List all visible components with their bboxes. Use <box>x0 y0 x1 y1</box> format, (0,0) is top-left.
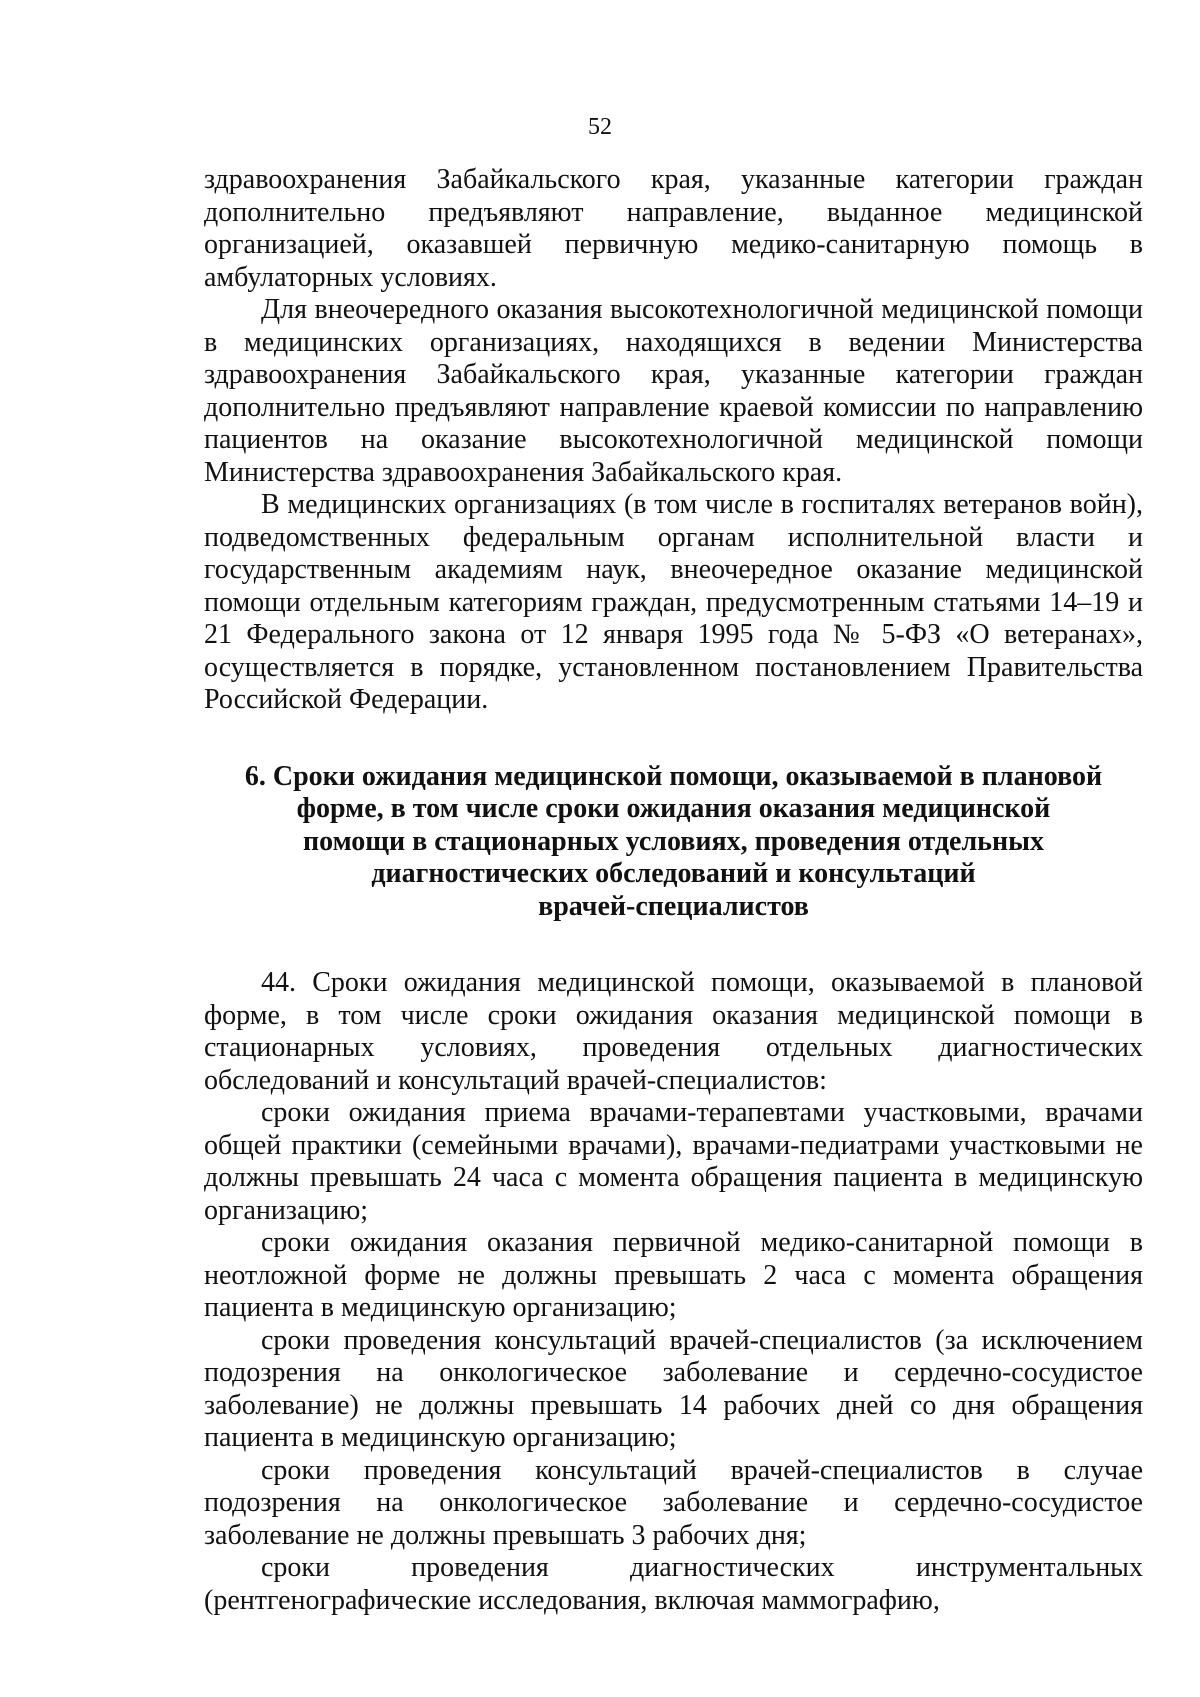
paragraph-oncology-consult-wait: сроки проведения консультаций врачей-специалистов в случае подозрения на онкологическое заболевание и сердечно-сосудистое заболевание не должны превышать 3 рабочих дня; <box>204 1454 1143 1551</box>
document-body <box>204 164 1143 1617</box>
section-heading-line: помощи в стационарных условиях, проведения отдельных <box>303 825 1044 857</box>
section-heading-line: 6. Сроки ожидания медицинской помощи, оказываемой в плановой <box>244 760 1103 792</box>
paragraph-specialist-consult-wait: сроки проведения консультаций врачей-специалистов (за исключением подозрения на онкологическое заболевание и сердечно-сосудистое заболевание) не должны превышать 14 рабочих дней со дня обращения пациента в медицинскую организацию; <box>204 1324 1143 1453</box>
section-heading <box>204 761 1143 924</box>
paragraph-continuation: здравоохранения Забайкальского края, указанные категории граждан дополнительно предъявляют направление, выданное медицинской организацией, оказавшей первичную медико-санитарную помощь в амбулаторных условиях. <box>204 164 1143 293</box>
section-heading-line: врачей-специалистов <box>538 890 809 922</box>
section-heading-line: диагностических обследований и консультаций <box>371 858 976 889</box>
paragraph-high-tech-care: Для внеочередного оказания высокотехнологичной медицинской помощи в медицинских организациях, находящихся в ведении Министерства здравоохранения Забайкальского края, указанные категории граждан дополнительно предъявляют направление краевой комиссии по направлению пациентов на оказание высокотехнологичной медицинской помощи Министерства здравоохранения Забайкальского края. <box>204 294 1143 488</box>
paragraph-44-intro: 44. Сроки ожидания медицинской помощи, оказываемой в плановой форме, в том числе сроки ожидания оказания медицинской помощи в стационарных условиях, проведения отдельных диагностических обследований и консультаций врачей-специалистов: <box>204 967 1143 1096</box>
page-number: 52 <box>588 114 612 140</box>
paragraph-diagnostics-wait: сроки проведения диагностических инструментальных (рентгенографические исследования, включая маммографию, <box>204 1552 1143 1616</box>
paragraph-urgent-care-wait: сроки ожидания оказания первичной медико-санитарной помощи в неотложной форме не должны превышать 2 часа с момента обращения пациента в медицинскую организацию; <box>204 1227 1143 1323</box>
paragraph-therapist-wait: сроки ожидания приема врачами-терапевтами участковыми, врачами общей практики (семейными врачами), врачами-педиатрами участковыми не должны превышать 24 часа с момента обращения пациента в медицинскую организацию; <box>204 1097 1143 1226</box>
paragraph-federal-organizations: В медицинских организациях (в том числе в госпиталях ветеранов войн), подведомственных федеральным органам исполнительной власти и государственным академиям наук, внеочередное оказание медицинской помощи отдельным категориям граждан, предусмотренным статьями 14–19 и 21 Федерального закона от 12 января 1995 года № 5-ФЗ «О ветеранах», осуществляется в порядке, установленном постановлением Правительства Российской Федерации. <box>204 489 1143 715</box>
section-heading-line: форме, в том числе сроки ожидания оказания медицинской <box>296 793 1051 824</box>
